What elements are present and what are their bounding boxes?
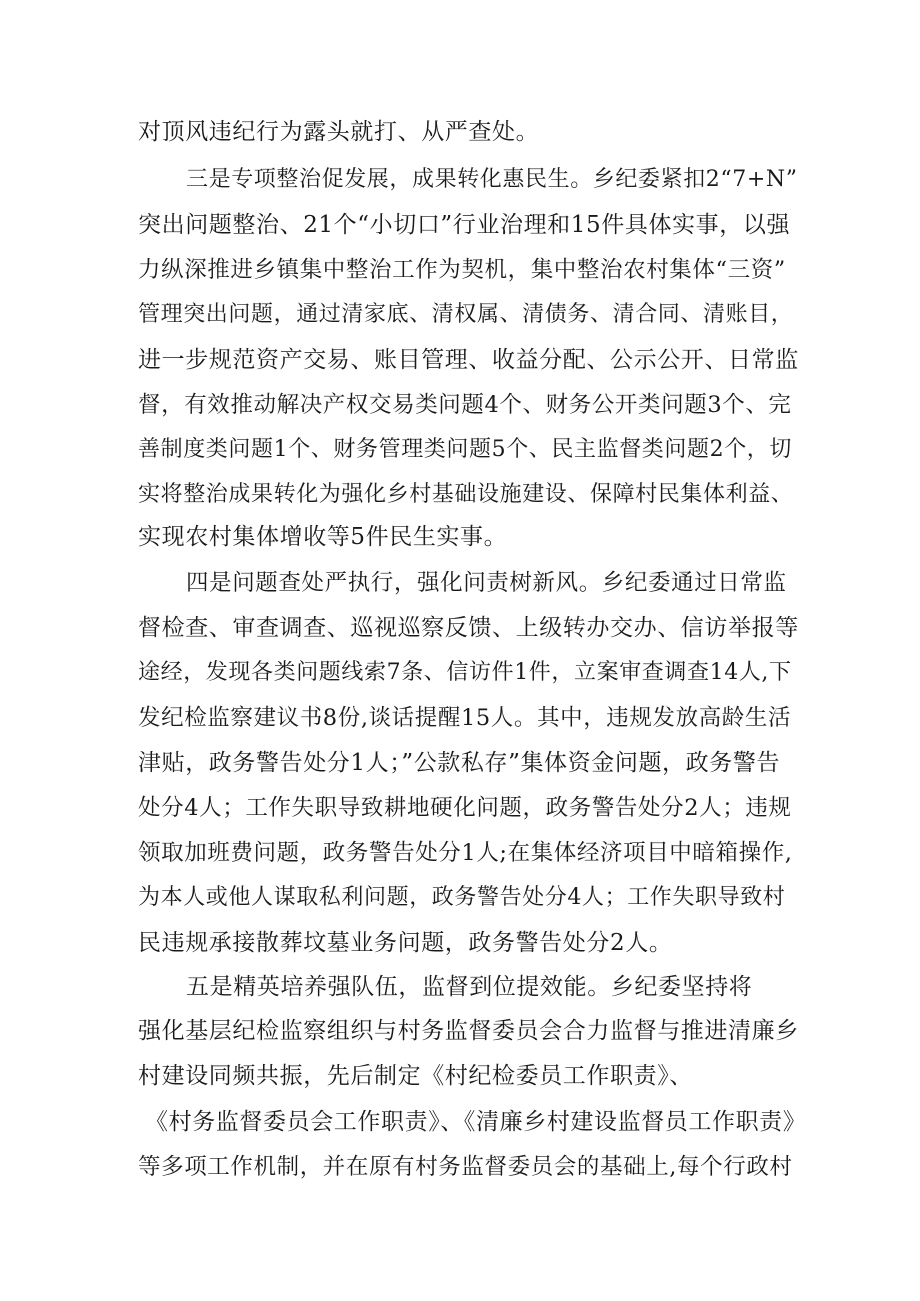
- text-line: 津贴，政务警告处分1人；”公款私存”集体资金问题，政务警告: [138, 750, 781, 776]
- text-line: 等多项工作机制，并在原有村务监督委员会的基础上,每个行政村: [138, 1154, 793, 1180]
- text-line: 村建设同频共振，先后制定《村纪检委员工作职责》、: [138, 1063, 693, 1089]
- text-line: 力纵深推进乡镇集中整治工作为契机，集中整治农村集体“三资”: [138, 257, 786, 283]
- text-line: 强化基层纪检监察组织与村务监督委员会合力监督与推进清廉乡: [138, 1018, 799, 1044]
- text-line: 发纪检监察建议书8份,谈话提醒15人。其中，违规发放高龄生活: [138, 705, 792, 731]
- paragraph-5-heading-line: 五是精英培养强队伍，监督到位提效能。乡纪委坚持将: [186, 974, 753, 1000]
- text-line: 领取加班费问题，政务警告处分1人;在集体经济项目中暗箱操作,: [138, 840, 793, 866]
- text-line: 途经，发现各类问题线索7条、信访件1件，立案审查调查14人,下: [138, 660, 792, 685]
- text-line: 民违规承接散葬坟墓业务问题，政务警告处分2人。: [138, 930, 673, 956]
- text-line: 处分4人；工作失职导致耕地硬化问题，政务警告处分2人；违规: [138, 795, 792, 821]
- text-line: 为本人或他人谋取私利问题，政务警告处分4人；工作失职导致村: [138, 885, 786, 910]
- text-line: 突出问题整治、21个“小切口”行业治理和15件具体实事，以强: [138, 212, 791, 238]
- text-line: 督检查、审查调查、巡视巡察反馈、上级转办交办、信访举报等: [138, 615, 799, 641]
- paragraph-3-heading-line: 三是专项整治促发展，成果转化惠民生。乡纪委紧扣2“7+N”: [186, 167, 798, 192]
- text-line: 管理突出问题，通过清家底、清权属、清债务、清合同、清账目，: [138, 302, 794, 327]
- text-line: 善制度类问题1个、财务管理类问题5个、民主监督类问题2个，切: [138, 437, 792, 462]
- paragraph-4-heading-line: 四是问题查处严执行，强化问责树新风。乡纪委通过日常监: [186, 570, 787, 596]
- text-line: 对顶风违纪行为露头就打、从严查处。: [138, 119, 540, 145]
- text-line: 《村务监督委员会工作职责》、《清廉乡村建设监督员工作职责》: [145, 1109, 807, 1135]
- text-line: 实现农村集体增收等5件民生实事。: [138, 524, 508, 550]
- text-line: 实将整治成果转化为强化乡村基础设施建设、保障村民集体利益、: [138, 482, 794, 507]
- text-line: 督，有效推动解决产权交易类问题4个、财务公开类问题3个、完: [138, 392, 792, 418]
- text-line: 进一步规范资产交易、账目管理、收益分配、公示公开、日常监: [138, 347, 799, 373]
